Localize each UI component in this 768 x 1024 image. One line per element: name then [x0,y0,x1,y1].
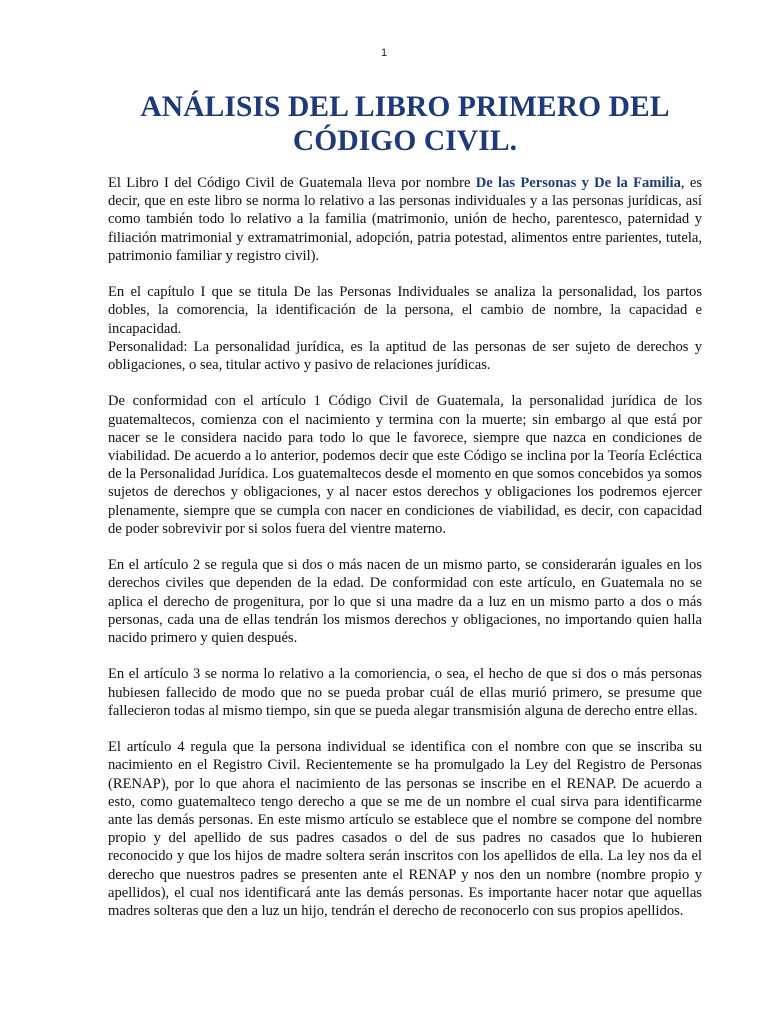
document-body [108,174,702,920]
paragraph-personalidad: Personalidad: La personalidad jurídica, es la aptitud de las personas de ser sujeto de derechos y obligaciones, o sea, titular activo y pasivo de relaciones jurídicas. [108,338,702,374]
intro-text-before: El Libro I del Código Civil de Guatemala lleva por nombre [108,175,476,191]
title-line-1: ANÁLISIS DEL LIBRO PRIMERO DEL [140,91,670,123]
paragraph-chapter-one: En el capítulo I que se titula De las Personas Individuales se analiza la personalidad, los partos dobles, la comorencia, la identificación de la persona, el cambio de nombre, la capacidad e incapacidad. [108,284,702,337]
paragraph-articulo-3: En el artículo 3 se norma lo relativo a la comoriencia, o sea, el hecho de que si dos o más personas hubiesen fallecido de modo que no se pueda probar cuál de ellas murió primero, se presume que fallecieron todas al mismo tiempo, sin que se pueda alegar transmisión alguna de derecho entre ellas. [108,666,702,719]
page-number: 1 [380,47,388,59]
paragraph-articulo-4: El artículo 4 regula que la persona individual se identifica con el nombre con que se inscriba su nacimiento en el Registro Civil. Recientemente se ha promulgado la Ley del Registro de Personas (RENAP), por lo que ahora el nacimiento de las personas se inscribe en el RENAP. De acuerdo a esto, como guatemalteco tengo derecho a que se me de un nombre el cual sirva para identificarme ante las demás personas. En este mismo artículo se establece que el nombre se compone del nombre propio y del apellido de sus padres casados o del de sus padres no casados que lo hubieren reconocido y que los hijos de madre soltera serán inscritos con los apellidos de ella. La ley nos da el derecho que nuestros padres se presenten ante el RENAP y nos den un nombre (nombre propio y apellidos), el cual nos identificará ante las demás personas. Es importante hacer notar que aquellas madres solteras que den a luz un hijo, tendrán el derecho de reconocerlo con sus propios apellidos. [108,739,702,920]
paragraph-articulo-1: De conformidad con el artículo 1 Código Civil de Guatemala, la personalidad jurídica de los guatemaltecos, comienza con el nacimiento y termina con la muerte; sin embargo al que está por nacer se le considera nacido para todo lo que le favorece, siempre que nazca en condiciones de viabilidad. De acuerdo a lo anterior, podemos decir que este Código se inclina por la Teoría Ecléctica de la Personalidad Jurídica. Los guatemaltecos desde el momento en que somos concebidos ya somos sujetos de derechos y obligaciones, y al nacer estos derechos y obligaciones los podremos ejercer plenamente, siempre que se cumpla con nacer en condiciones de viabilidad, es decir, con capacidad de poder sobrevivir por si solos fuera del vientre materno. [108,393,702,537]
paragraph-articulo-2: En el artículo 2 se regula que si dos o más nacen de un mismo parto, se considerarán iguales en los derechos civiles que dependen de la edad. De conformidad con este artículo, en Guatemala no se aplica el derecho de progenitura, por lo que si una madre da a luz en un mismo parto a dos o más personas, cada una de ellas tendrán los mismos derechos y obligaciones, no importando quien halla nacido primero y quien después. [108,557,702,647]
document-title [108,90,702,158]
title-line-2: CÓDIGO CIVIL. [292,125,518,157]
book-name-highlight: De las Personas y De la Familia [475,175,681,191]
intro-text-after: , es decir, que en este libro se norma lo relativo a las personas individuales y a las personas jurídicas, así como también todo lo relativo a la familia (matrimonio, unión de hecho, parentesco, paternidad y filiación matrimonial y extramatrimonial, adopción, patria potestad, alimentos entre parientes, tutela, patrimonio familiar y registro civil). [108,175,702,264]
paragraph-intro [108,174,702,265]
